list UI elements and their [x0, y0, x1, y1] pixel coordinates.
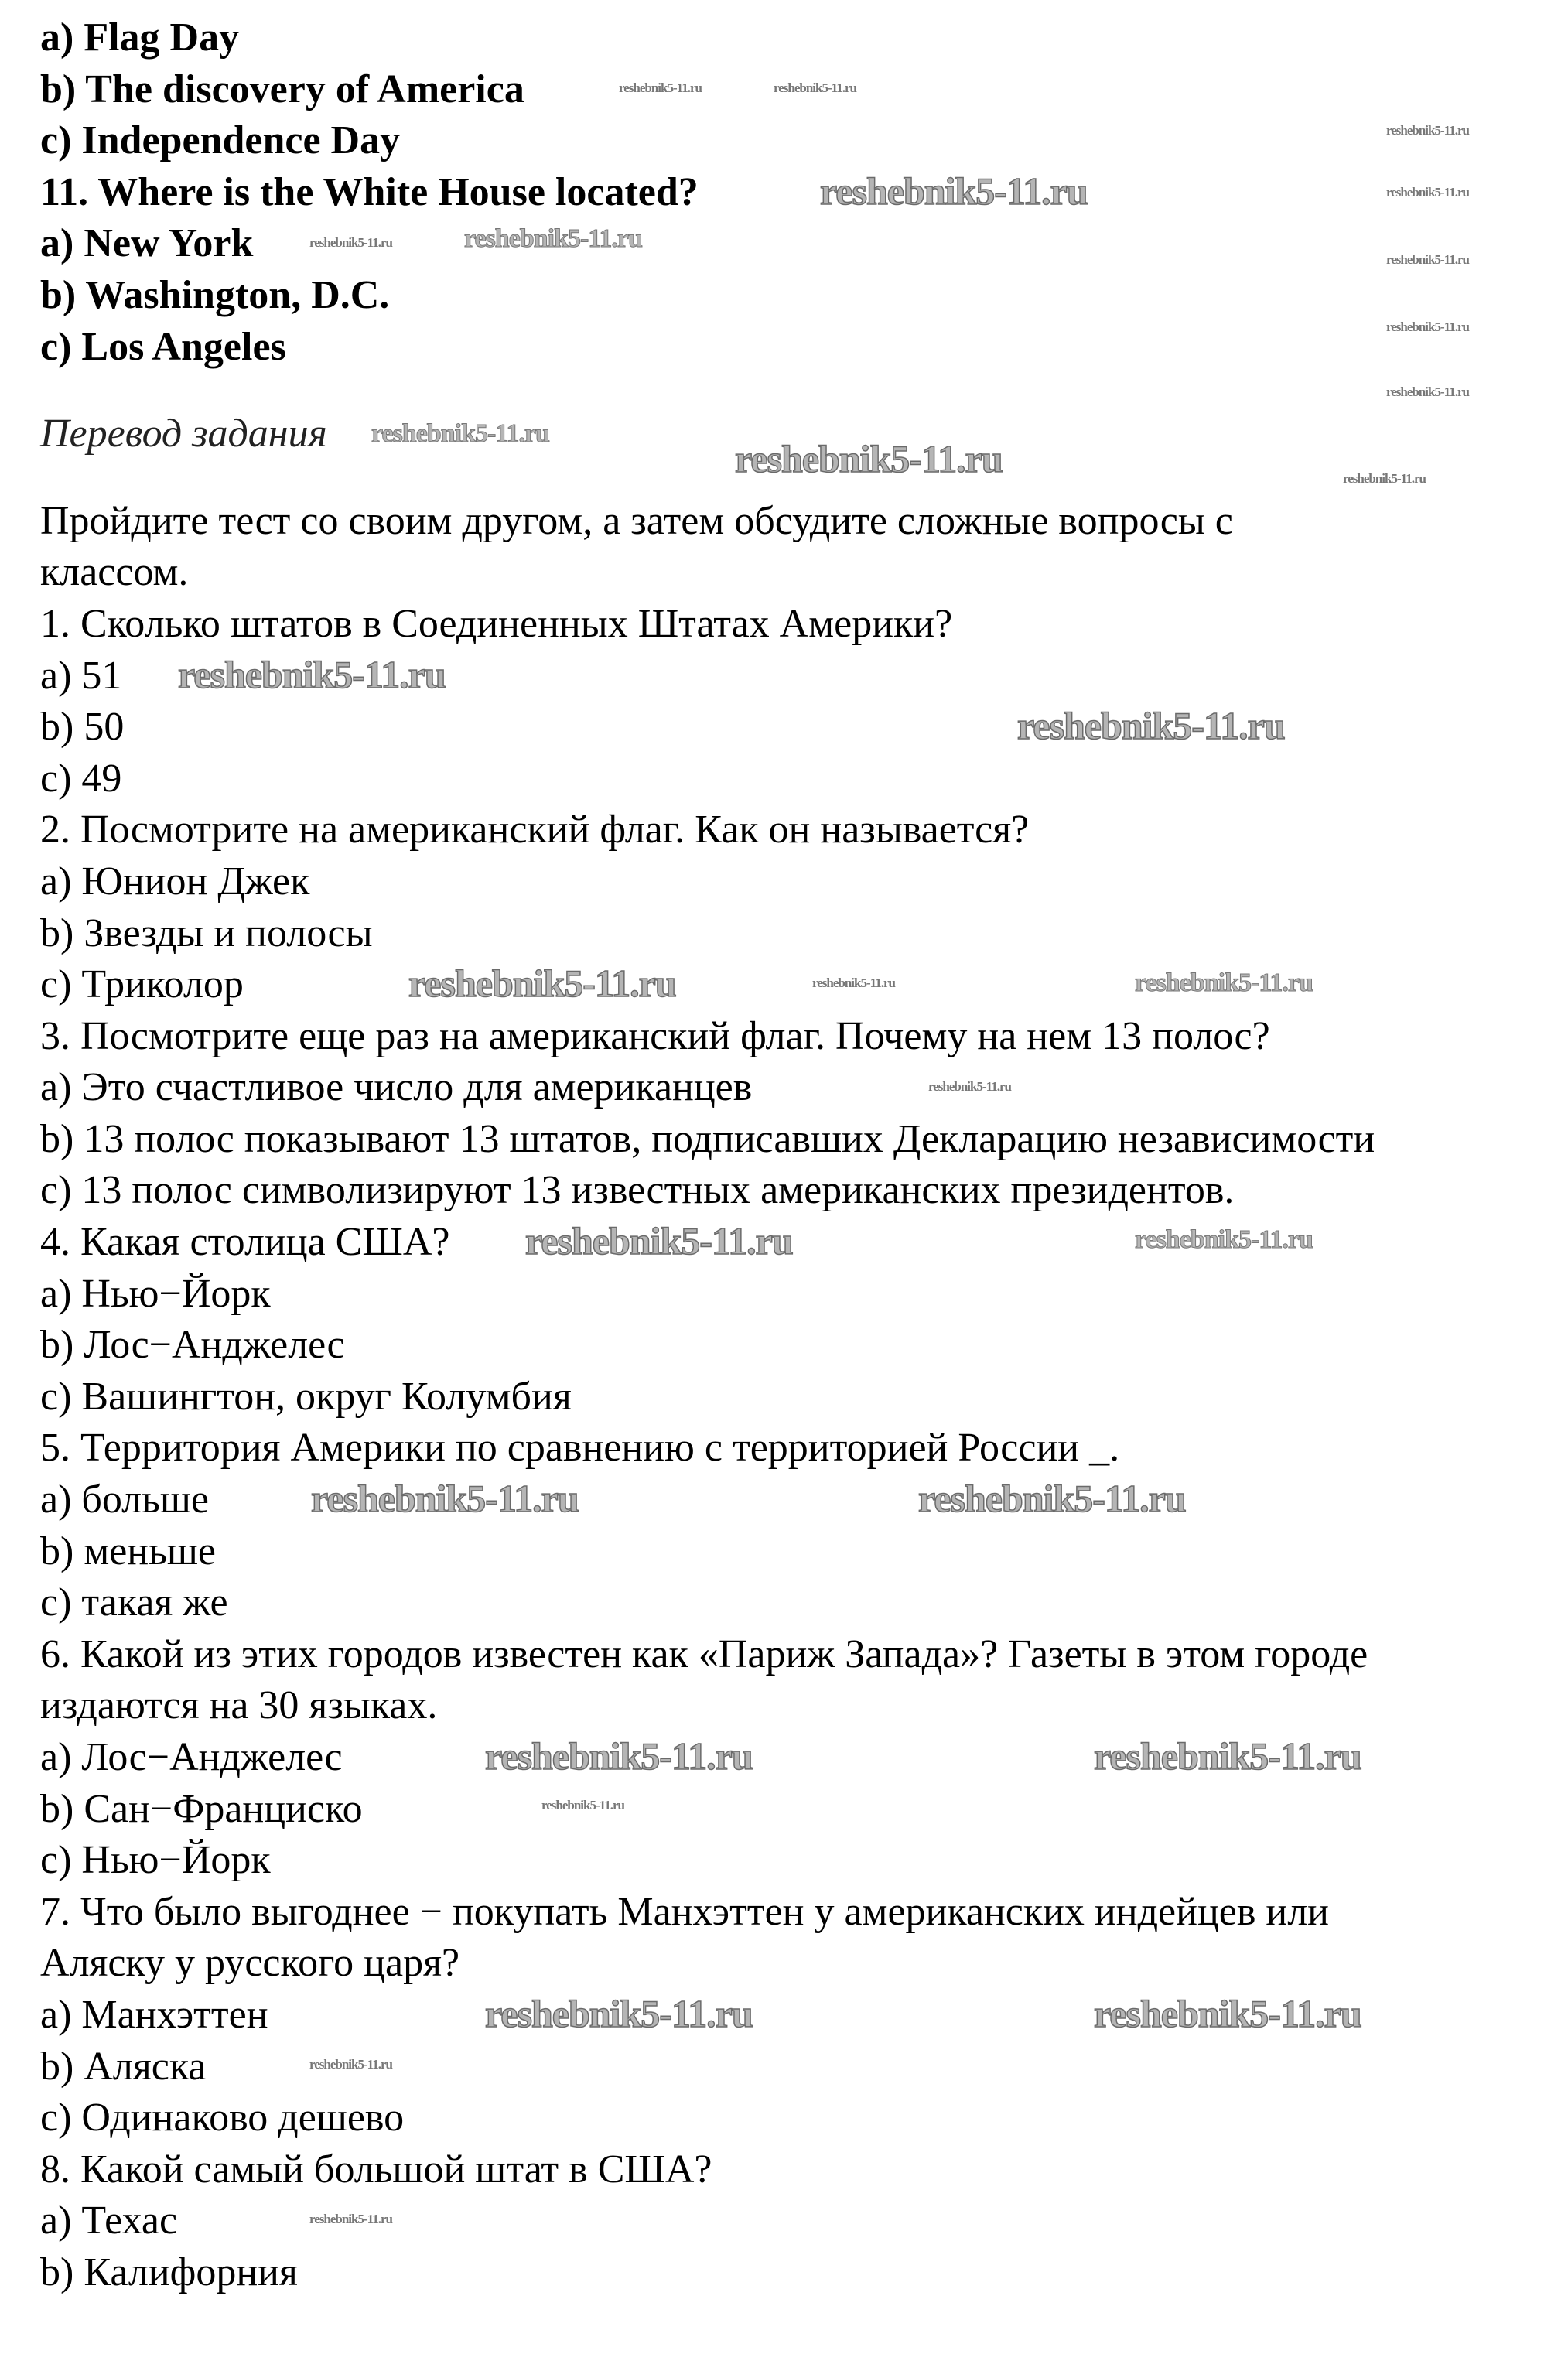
- watermark: reshebnik5-11.ru: [178, 653, 446, 696]
- text-line: издаются на 30 языках.: [40, 1683, 438, 1728]
- text-line: a) Манхэттен: [40, 1992, 268, 2037]
- watermark: reshebnik5-11.ru: [812, 975, 895, 990]
- watermark: reshebnik5-11.ru: [464, 224, 642, 253]
- watermark: reshebnik5-11.ru: [485, 1992, 753, 2035]
- text-line: b) Лос−Анджелес: [40, 1323, 345, 1368]
- watermark: reshebnik5-11.ru: [525, 1219, 793, 1262]
- watermark: reshebnik5-11.ru: [309, 235, 392, 250]
- watermark: reshebnik5-11.ru: [541, 1798, 624, 1812]
- text-line: 4. Какая столица США?: [40, 1220, 450, 1265]
- text-line: 6. Какой из этих городов известен как «Париж Запада»? Газеты в этом городе: [40, 1631, 1368, 1676]
- text-line: a) 51: [40, 653, 122, 698]
- text-line: a) Это счастливое число для американцев: [40, 1065, 753, 1110]
- text-line: b) 13 полос показывают 13 штатов, подписавших Декларацию независимости: [40, 1116, 1375, 1161]
- text-line: a) Нью−Йорк: [40, 1271, 271, 1316]
- text-line: c) Триколор: [40, 962, 244, 1007]
- text-line: классом.: [40, 550, 189, 595]
- text-line: a) Техас: [40, 2198, 178, 2243]
- watermark: reshebnik5-11.ru: [1135, 969, 1313, 997]
- text-line: 5. Территория Америки по сравнению с территорией России _.: [40, 1426, 1120, 1471]
- text-line: c) Independence Day: [40, 118, 401, 163]
- translation-heading: Перевод задания: [40, 412, 327, 456]
- watermark: reshebnik5-11.ru: [1094, 1734, 1361, 1778]
- text-line: b) Звезды и полосы: [40, 910, 373, 955]
- text-line: a) Flag Day: [40, 15, 240, 60]
- watermark: reshebnik5-11.ru: [1386, 319, 1469, 334]
- text-line: 1. Сколько штатов в Соединенных Штатах Америки?: [40, 601, 953, 646]
- text-line: Пройдите тест со своим другом, а затем обсудите сложные вопросы с: [40, 498, 1233, 543]
- watermark: reshebnik5-11.ru: [309, 2057, 392, 2072]
- text-line: b) Сан−Франциско: [40, 1786, 363, 1831]
- text-line: c) Одинаково дешево: [40, 2096, 405, 2140]
- text-line: 7. Что было выгоднее − покупать Манхэттен у американских индейцев или: [40, 1889, 1330, 1934]
- text-line: c) 13 полос символизируют 13 известных американских президентов.: [40, 1168, 1235, 1213]
- text-line: Аляску у русского царя?: [40, 1941, 460, 1986]
- text-line: a) Лос−Анджелес: [40, 1735, 343, 1779]
- text-line: b) Калифорния: [40, 2250, 298, 2294]
- text-line: c) Нью−Йорк: [40, 1838, 271, 1883]
- text-line: b) 50: [40, 705, 125, 750]
- watermark: reshebnik5-11.ru: [820, 169, 1088, 213]
- text-line: b) The discovery of America: [40, 67, 524, 111]
- watermark: reshebnik5-11.ru: [928, 1079, 1011, 1094]
- text-line: b) Аляска: [40, 2044, 207, 2089]
- text-line: 3. Посмотрите еще раз на американский флаг. Почему на нем 13 полос?: [40, 1013, 1270, 1058]
- watermark: reshebnik5-11.ru: [735, 437, 1003, 480]
- watermark: reshebnik5-11.ru: [1386, 123, 1469, 138]
- watermark: reshebnik5-11.ru: [485, 1734, 753, 1778]
- watermark: reshebnik5-11.ru: [1017, 704, 1285, 747]
- text-line: b) Washington, D.C.: [40, 272, 390, 317]
- watermark: reshebnik5-11.ru: [1386, 384, 1469, 399]
- watermark: reshebnik5-11.ru: [918, 1477, 1186, 1520]
- watermark: reshebnik5-11.ru: [309, 2212, 392, 2226]
- text-line: 11. Where is the White House located?: [40, 169, 699, 214]
- text-line: a) больше: [40, 1478, 209, 1522]
- text-line: 2. Посмотрите на американский флаг. Как он называется?: [40, 808, 1030, 852]
- watermark: reshebnik5-11.ru: [774, 80, 856, 95]
- watermark: reshebnik5-11.ru: [1386, 185, 1469, 200]
- watermark: reshebnik5-11.ru: [371, 419, 549, 448]
- text-line: 8. Какой самый большой штат в США?: [40, 2147, 712, 2192]
- watermark: reshebnik5-11.ru: [1094, 1992, 1361, 2035]
- watermark: reshebnik5-11.ru: [408, 962, 676, 1005]
- text-line: c) такая же: [40, 1580, 228, 1625]
- text-line: c) 49: [40, 756, 122, 801]
- text-line: c) Вашингтон, округ Колумбия: [40, 1374, 572, 1419]
- watermark: reshebnik5-11.ru: [1135, 1225, 1313, 1254]
- watermark: reshebnik5-11.ru: [619, 80, 702, 95]
- text-line: a) Юнион Джек: [40, 859, 310, 904]
- watermark: reshebnik5-11.ru: [311, 1477, 579, 1520]
- watermark: reshebnik5-11.ru: [1343, 471, 1426, 486]
- english-quiz-section: [40, 12, 1568, 373]
- text-line: a) New York: [40, 221, 254, 266]
- watermark: reshebnik5-11.ru: [1386, 252, 1469, 267]
- text-line: b) меньше: [40, 1529, 216, 1573]
- text-line: c) Los Angeles: [40, 324, 286, 369]
- document-body: [40, 12, 1568, 2299]
